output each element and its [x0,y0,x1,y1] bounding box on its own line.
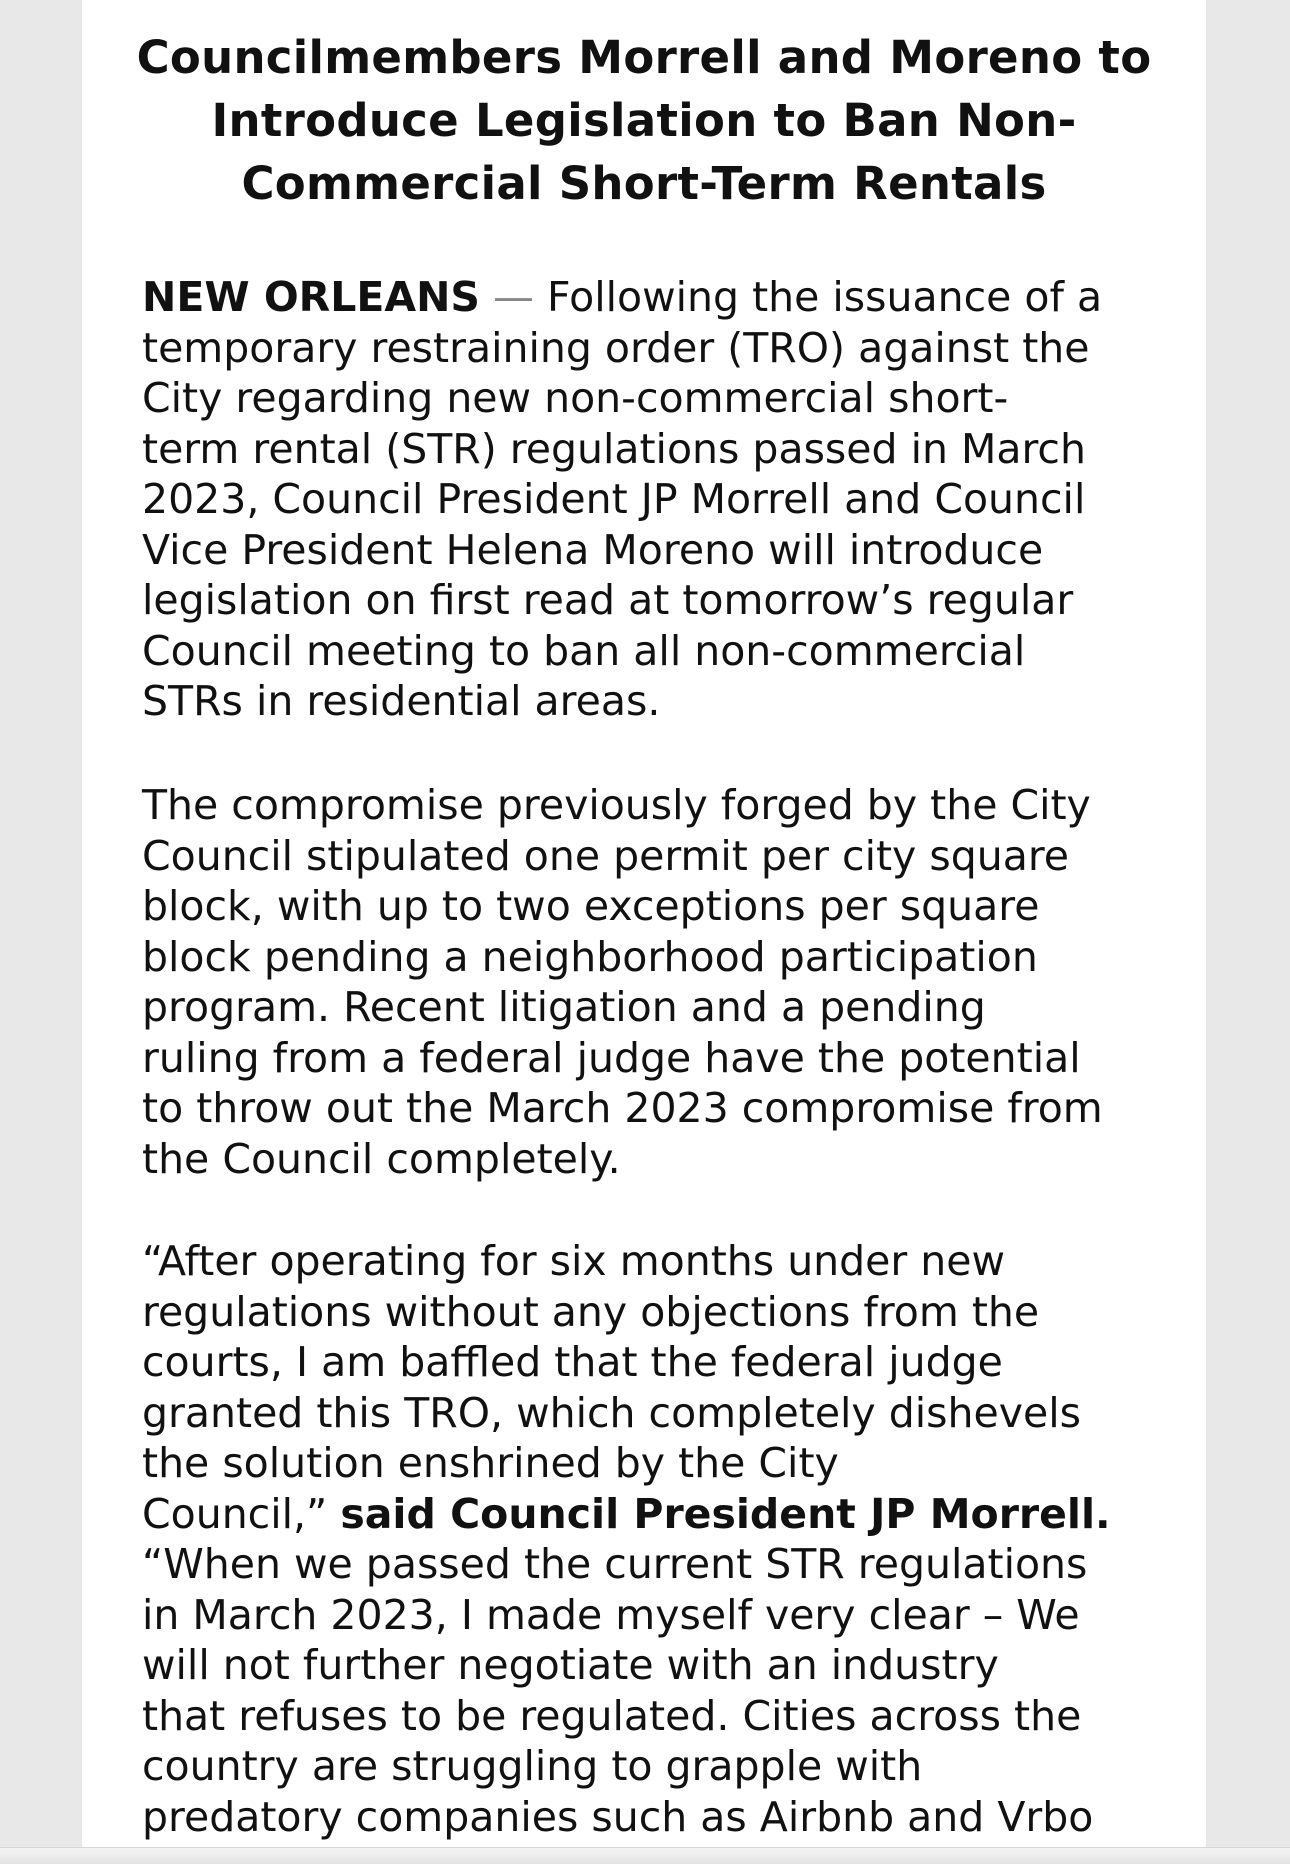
document-page [82,0,1206,1864]
paragraph-line: that refuses to be regulated. Cities across the [142,1691,1082,1740]
bottom-toolbar-edge [0,1847,1290,1864]
paragraph-line: City regarding new non-commercial short- [142,374,1009,422]
paragraph-line: will not further negotiate with an industry [142,1641,999,1689]
paragraph-line: “After operating for six months under new [142,1237,1006,1285]
paragraph-line: to throw out the March 2023 compromise from [142,1084,1103,1132]
paragraph-line: term rental (STR) regulations passed in March [142,424,1086,473]
paragraph-line: Council meeting to ban all non-commercial [142,626,1026,675]
paragraph-quote [142,1236,1162,1842]
paragraph-line: the Council completely. [142,1134,621,1183]
paragraph-dateline [142,272,1162,727]
title-line: Councilmembers Morrell and Moreno to [136,31,1152,84]
paragraph-line: country are struggling to grapple with [142,1742,923,1790]
paragraph-line: temporary restraining order (TRO) against the [142,323,1090,372]
paragraph-line [142,1489,1162,1540]
paragraph-compromise [142,780,1162,1184]
paragraph-line: block, with up to two exceptions per square [142,882,1040,930]
paragraph-line: granted this TRO, which completely dishevels [142,1388,1081,1437]
paragraph-line: legislation on first read at tomorrow’s regular [142,576,1074,624]
paragraph-line: regulations without any objections from the [142,1287,1040,1336]
paragraph-line [142,272,1162,323]
paragraph-line: courts, I am baffled that the federal judge [142,1338,1003,1386]
title-line: Introduce Legislation to Ban Non- [211,94,1077,147]
dateline: NEW ORLEANS [142,273,480,321]
paragraph-line: program. Recent litigation and a pending [142,983,986,1031]
quote-attribution: said Council President JP Morrell. [340,1489,1111,1538]
paragraph-line: block pending a neighborhood participation [142,932,1038,981]
paragraph-line: in March 2023, I made myself very clear – We [142,1590,1080,1639]
paragraph-line: STRs in residential areas. [142,677,661,725]
title-line: Commercial Short-Term Rentals [241,157,1047,210]
quote-end: Council,” [142,1489,328,1538]
em-dash: — [493,273,534,321]
paragraph-line: “When we passed the current STR regulations [142,1540,1088,1588]
paragraph-line: Vice President Helena Moreno will introduce [142,525,1044,574]
paragraph-line: The compromise previously forged by the City [142,781,1091,829]
paragraph-line: 2023, Council President JP Morrell and Council [142,475,1086,523]
paragraph-line-text: Following the issuance of a [547,273,1103,321]
article-title [82,26,1206,215]
paragraph-line: ruling from a federal judge have the potential [142,1033,1081,1082]
paragraph-line: predatory companies such as Airbnb and Vrbo [142,1792,1094,1841]
paragraph-line: the solution enshrined by the City [142,1439,839,1487]
paragraph-line: Council stipulated one permit per city square [142,831,1070,880]
